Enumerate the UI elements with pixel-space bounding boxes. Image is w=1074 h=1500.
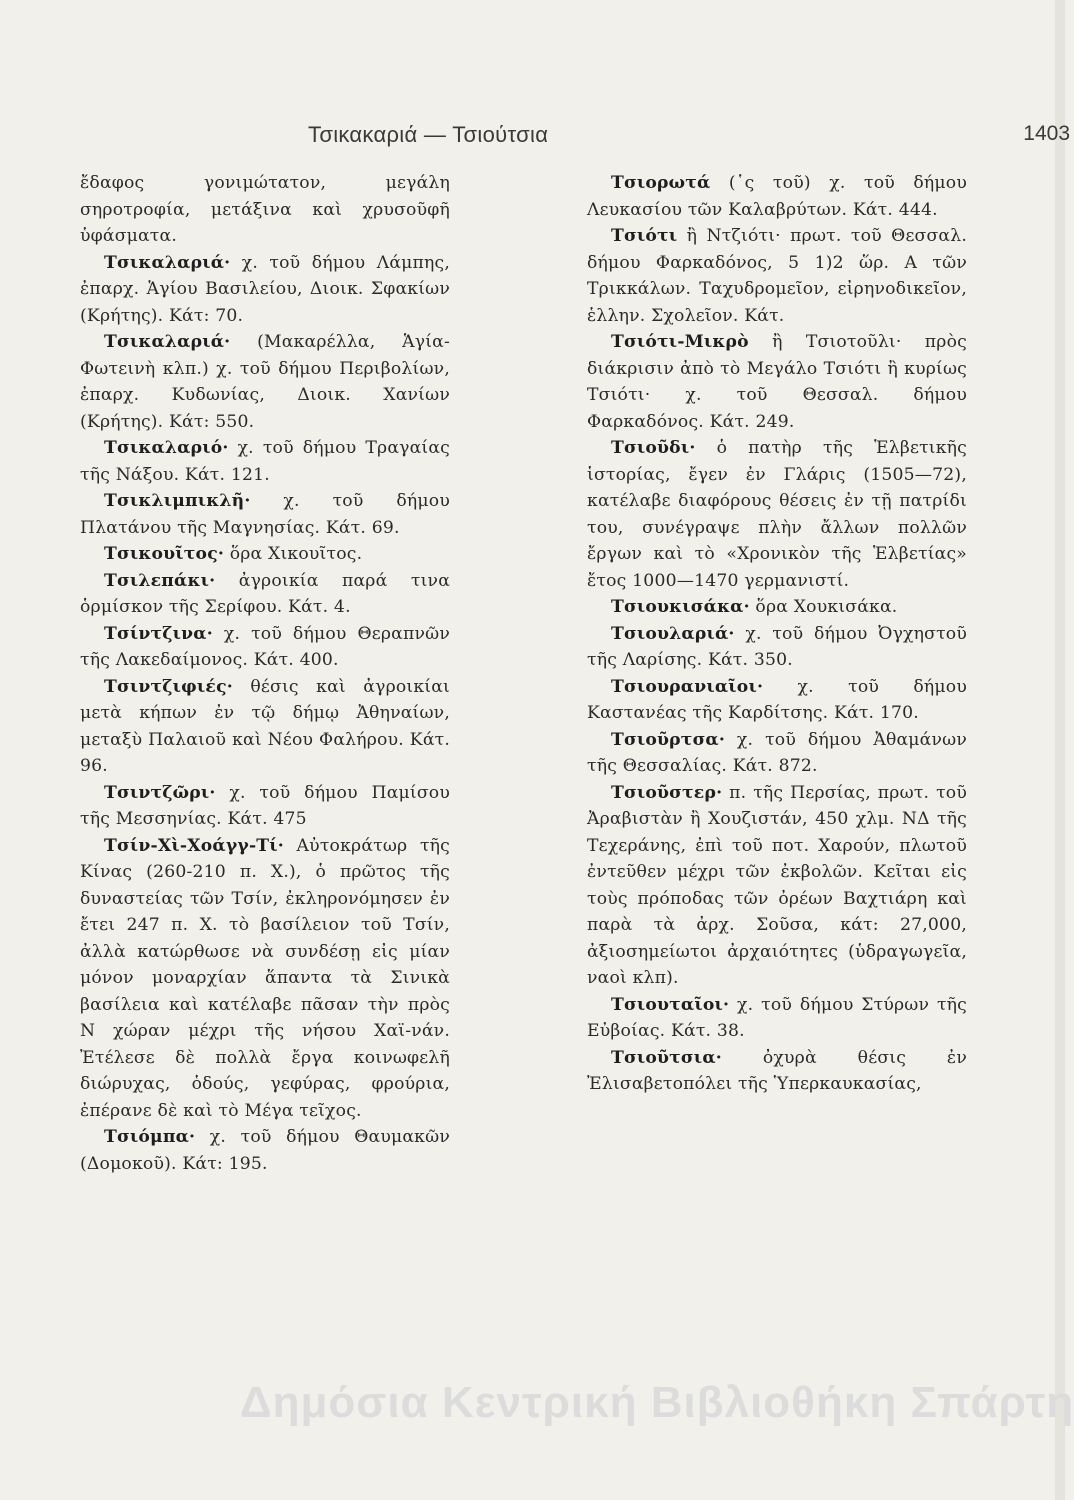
dictionary-entry: [587, 780, 967, 992]
entry-headword: Τσικαλαριά·: [104, 252, 231, 273]
dictionary-entry: [587, 329, 967, 435]
entry-text: χ. τοῦ δήμου Παμίσου τῆς Μεσσηνίας. Κάτ. 475: [80, 782, 450, 829]
entry-text: χ. τοῦ δήμου Ὀγχηστοῦ τῆς Λαρίσης. Κάτ. 350.: [587, 623, 967, 670]
dictionary-entry: [80, 170, 450, 250]
dictionary-entry: [587, 674, 967, 727]
entry-headword: Τσιόμπα·: [104, 1127, 196, 1147]
dictionary-entry: [587, 992, 967, 1045]
dictionary-entry: [587, 435, 967, 594]
running-header: [0, 122, 1070, 156]
dictionary-entry: [80, 674, 450, 780]
page-edge: [1055, 0, 1065, 1500]
dictionary-entry: [80, 780, 450, 833]
entry-text: ὁ πατὴρ τῆς Ἑλβετικῆς ἱστορίας, ἔγεν ἐν Γλάρις (1505—72), κατέλαβε διαφόρους θέσεις ἐν τῇ πατρίδι του, συνέγραψε πλὴν ἄλλων πολλῶν ἔργων καὶ τὸ «Χρονικὸν τῆς Ἑλβετίας» ἔτος 1000—1470 γερμανιστί.: [587, 438, 967, 591]
entry-headword: Τσικλιμπικλῆ·: [104, 491, 251, 511]
entry-headword: Τσικαλαριό·: [104, 438, 229, 458]
entry-headword: Τσιότι: [611, 226, 678, 246]
dictionary-entry: [80, 329, 450, 435]
entry-headword: Τσιότι-Μικρὸ: [611, 332, 749, 352]
entry-headword: Τσιοῦδι·: [611, 438, 696, 458]
entry-text: (῾ς τοῦ) χ. τοῦ δήμου Λευκασίου τῶν Καλαβρύτων. Κάτ. 444.: [587, 173, 967, 220]
dictionary-entry: [587, 170, 967, 223]
entry-text: ἢ Ντζιότι· πρωτ. τοῦ Θεσσαλ. δήμου Φαρκαδόνος, 5 1)2 ὥρ. Α τῶν Τρικκάλων. Ταχυδρομεῖον, εἰρηνοδικεῖον, ἑλλην. Σχολεῖον. Κάτ.: [587, 226, 967, 326]
library-watermark: Δημόσια Κεντρική Βιβλιοθήκη Σπάρτη: [240, 1378, 1074, 1427]
dictionary-entry: [587, 621, 967, 674]
entry-text: ἔδαφος γονιμώτατον, μεγάλη σηροτροφία, μετάξινα καὶ χρυσοῦφῆ ὑφάσματα.: [80, 173, 450, 246]
entry-text: χ. τοῦ δήμου Λάμπης, ἐπαρχ. Ἁγίου Βασιλείου, Διοικ. Σφακίων (Κρήτης). Κάτ: 70.: [80, 252, 450, 326]
entry-text: χ. τοῦ δήμου Καστανέας τῆς Καρδίτσης. Κάτ. 170.: [587, 676, 967, 723]
entry-headword: Τσιλεπάκι·: [104, 570, 216, 591]
dictionary-entry: [80, 488, 450, 541]
entry-headword: Τσιοῦτσια·: [611, 1047, 722, 1068]
header-title: Τσικακαριά — Τσιούτσια: [308, 122, 549, 147]
entry-headword: Τσιουταῖοι·: [611, 994, 730, 1015]
page-number: 1403: [1023, 122, 1070, 145]
entry-text: π. τῆς Περσίας, πρωτ. τοῦ Ἀραβιστὰν ἢ Χουζιστάν, 450 χλμ. ΝΔ τῆς Τεχεράνης, ἐπὶ τοῦ ποτ. Χαρούν, πλωτοῦ ἐντεῦθεν μέχρι τῶν ἐκβολῶν. Κεῖται εἰς τοὺς πρόποδας τῶν ὀρέων Βαχτιάρη καὶ παρὰ τὰ ἀρχ. Σοῦσα, κάτ: 27,000, ἀξιοσημείωτοι ἀρχαιότητες (ὑδραγωγεῖα, ναοὶ κλπ).: [587, 782, 967, 988]
dictionary-entry: [80, 568, 450, 621]
entry-headword: Τσιορωτά: [611, 173, 711, 193]
dictionary-entry: [80, 621, 450, 674]
entry-headword: Τσίν-Χὶ-Χοάγγ-Τί·: [104, 835, 284, 856]
entry-headword: Τσιντζιφιές·: [104, 676, 233, 697]
entry-text: χ. τοῦ δήμου Στύρων τῆς Εὐβοίας. Κάτ. 38.: [587, 994, 967, 1041]
entry-text: θέσις καὶ ἀγροικίαι μετὰ κήπων ἐν τῷ δήμῳ Ἀθηναίων, μεταξὺ Παλαιοῦ καὶ Νέου Φαλήρου. Κάτ. 96.: [80, 676, 450, 776]
dictionary-entry: [587, 223, 967, 329]
entry-text: χ. τοῦ δήμου Πλατάνου τῆς Μαγνησίας. Κάτ. 69.: [80, 491, 450, 538]
entry-text: χ. τοῦ δήμου Ἀθαμάνων τῆς Θεσσαλίας. Κάτ. 872.: [587, 729, 967, 776]
entry-text: ἀγροικία παρά τινα ὁρμίσκον τῆς Σερίφου. Κάτ. 4.: [80, 570, 450, 617]
entry-text: (Μακαρέλλα, Ἁγία-Φωτεινὴ κλπ.) χ. τοῦ δήμου Περιβολίων, ἐπαρχ. Κυδωνίας, Διοικ. Χανίων (Κρήτης). Κάτ: 550.: [80, 332, 450, 432]
entry-headword: Τσιντζῶρι·: [104, 782, 216, 803]
dictionary-entry: [80, 1124, 450, 1177]
dictionary-entry: [587, 727, 967, 780]
left-column: [80, 170, 450, 1177]
entry-headword: Τσικαλαριά·: [104, 332, 231, 352]
dictionary-entry: [80, 435, 450, 488]
entry-text: ὅρα Χικουῖτος.: [224, 544, 363, 564]
entry-headword: Τσικουῖτος·: [104, 544, 225, 564]
entry-headword: Τσιοῦρτσα·: [611, 729, 726, 750]
entry-text: ἢ Τσιοτοῦλι· πρὸς διάκρισιν ἀπὸ τὸ Μεγάλο Τσιότι ἢ κυρίως Τσιότι· χ. τοῦ Θεσσαλ. δήμου Φαρκαδόνος. Κάτ. 249.: [587, 332, 967, 432]
entry-headword: Τσιουκισάκα·: [611, 597, 750, 617]
dictionary-entry: [587, 594, 967, 621]
dictionary-entry: [80, 250, 450, 330]
entry-text: χ. τοῦ δήμου Τραγαίας τῆς Νάξου. Κάτ. 121.: [80, 438, 450, 485]
entry-text: ὅρα Χουκισάκα.: [749, 597, 898, 617]
dictionary-entry: [80, 541, 450, 568]
entry-text: ὀχυρὰ θέσις ἐν Ἐλισαβετοπόλει τῆς Ὑπερκαυκασίας,: [587, 1047, 967, 1094]
entry-text: χ. τοῦ δήμου Θεραπνῶν τῆς Λακεδαίμονος. Κάτ. 400.: [80, 623, 450, 670]
entry-text: χ. τοῦ δήμου Θαυμακῶν (Δομοκοῦ). Κάτ: 195.: [80, 1127, 450, 1174]
entry-headword: Τσιουλαριά·: [611, 623, 735, 644]
entry-headword: Τσίντζινα·: [104, 623, 213, 644]
right-column: [587, 170, 967, 1098]
entry-headword: Τσιοῦστερ·: [611, 782, 723, 803]
entry-headword: Τσιουρανιαῖοι·: [611, 676, 764, 697]
entry-text: Αὐτοκράτωρ τῆς Κίνας (260-210 π. Χ.), ὁ πρῶτος τῆς δυναστείας τῶν Τσίν, ἐκληρονόμησεν ἐν ἔτει 247 π. Χ. τὸ βασίλειον τοῦ Τσίν, ἀλλὰ κατώρθωσε νὰ συνδέσῃ εἰς μίαν μόνον μοναρχίαν ἅπαντα τὰ Σινικὰ βασίλεια καὶ κατέλαβε πᾶσαν τὴν πρὸς Ν χώραν μέχρι τῆς νήσου Χαϊ-νάν. Ἐτέλεσε δὲ πολλὰ ἔργα κοινωφελῆ διώρυχας, ὁδούς, γεφύρας, φρούρια, ἐπέρανε δὲ καὶ τὸ Μέγα τεῖχος.: [80, 835, 450, 1121]
dictionary-entry: [80, 833, 450, 1125]
dictionary-entry: [587, 1045, 967, 1098]
